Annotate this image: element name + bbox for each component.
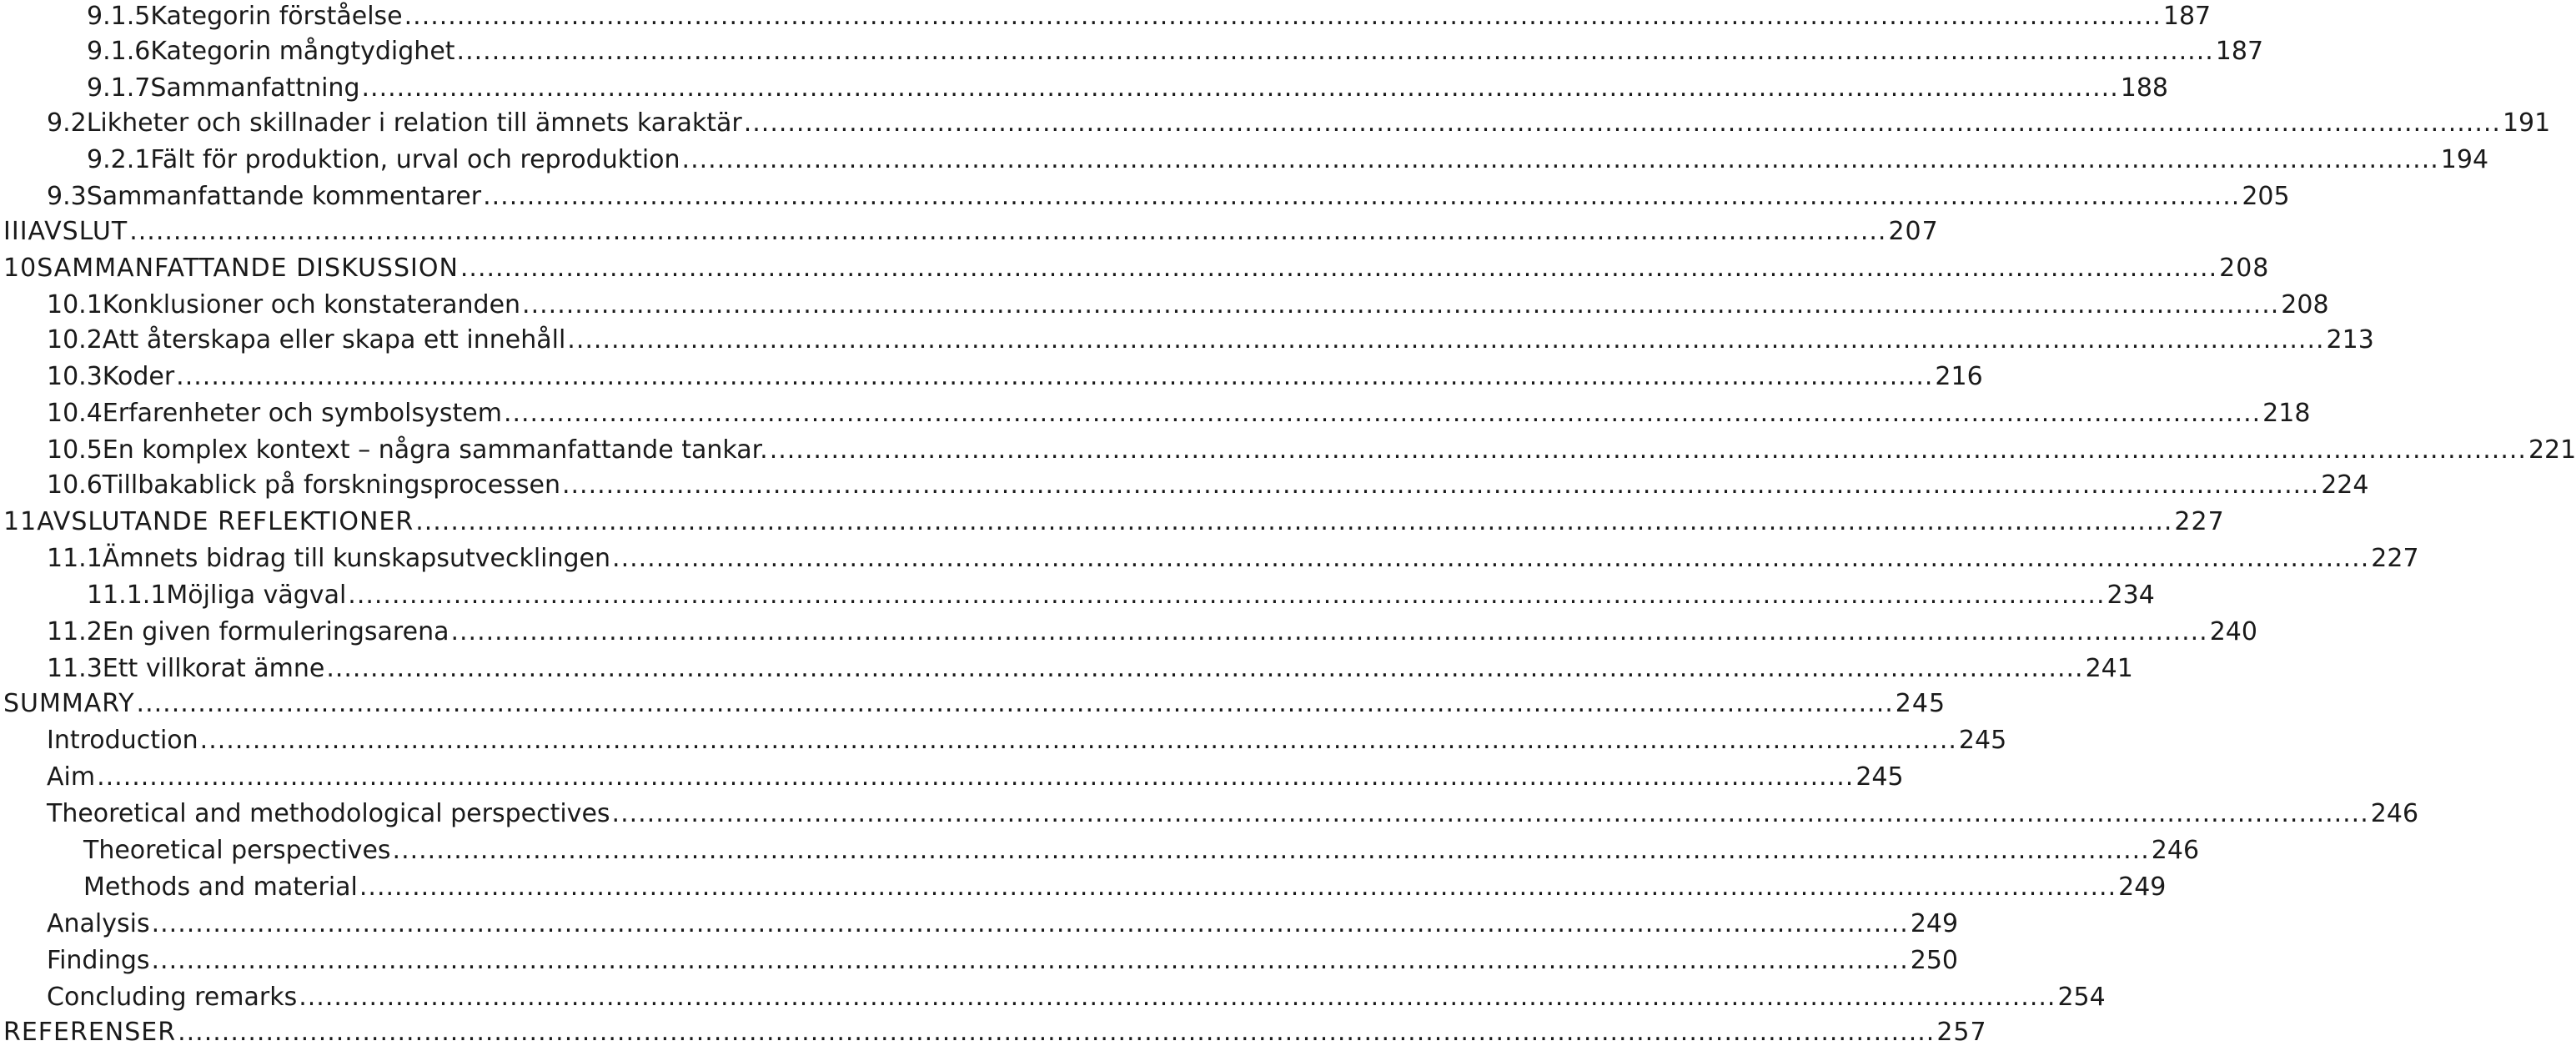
toc-number: 9.1.6 xyxy=(87,37,151,66)
toc-title: SUMMARY xyxy=(3,689,135,718)
toc-entry xyxy=(87,0,2212,33)
toc-page-number: 234 xyxy=(2106,581,2155,610)
toc-title: Ämnets bidrag till kunskapsutvecklingen xyxy=(102,544,611,573)
toc-page-number: 218 xyxy=(2262,399,2311,428)
toc-entry xyxy=(47,652,2133,686)
toc-entry xyxy=(3,687,1946,721)
toc-entry xyxy=(87,579,2155,612)
toc-page-number: 207 xyxy=(1888,217,1939,246)
toc-title: En given formuleringsarena xyxy=(102,617,449,646)
dot-leader xyxy=(152,944,1909,978)
toc-number: 9.1.5 xyxy=(87,2,151,31)
toc-entry xyxy=(87,143,2489,177)
toc-title: AVSLUTANDE REFLEKTIONER xyxy=(37,507,414,536)
toc-page-number: 205 xyxy=(2242,182,2290,211)
toc-entry xyxy=(47,761,1904,794)
dot-leader xyxy=(299,981,2056,1014)
toc-title: Kategorin mångtydighet xyxy=(150,37,455,66)
toc-number: 10.5 xyxy=(47,435,103,465)
dot-leader xyxy=(522,289,2279,322)
toc-title: Theoretical and methodological perspectives xyxy=(47,799,610,828)
toc-title: Tillbakablick på forskningsprocessen xyxy=(102,470,560,500)
toc-entry xyxy=(47,981,2106,1014)
toc-page-number: 250 xyxy=(1910,946,1958,975)
toc-title: Ett villkorat ämne xyxy=(102,654,325,683)
toc-number: 11.1.1 xyxy=(87,581,167,610)
toc-number: 11.2 xyxy=(47,617,103,646)
dot-leader xyxy=(612,797,2369,831)
toc-entry xyxy=(3,505,2225,539)
toc-page-number: 227 xyxy=(2371,544,2419,573)
toc-page-number: 194 xyxy=(2440,145,2489,174)
toc-title: Fält för produktion, urval och reproduktion xyxy=(150,145,680,174)
toc-number: 10.3 xyxy=(47,362,103,391)
toc-page-number: 246 xyxy=(2151,836,2200,865)
toc-page-number: 245 xyxy=(1895,689,1946,718)
toc-entry xyxy=(47,107,2551,140)
dot-leader xyxy=(137,687,1894,721)
dot-leader xyxy=(404,0,2162,33)
toc-entry xyxy=(47,908,1959,941)
toc-entry xyxy=(47,797,2419,831)
toc-number: 9.2.1 xyxy=(87,145,151,174)
dot-leader xyxy=(612,542,2369,576)
toc-page-number: 187 xyxy=(2215,37,2264,66)
dot-leader xyxy=(450,616,2207,649)
toc-title: En komplex kontext – några sammanfattande tankar. xyxy=(102,435,768,465)
toc-entry xyxy=(47,180,2290,214)
toc-number: 11.1 xyxy=(47,544,103,573)
toc-title: Likheter och skillnader i relation till ämnets karaktär xyxy=(86,108,742,138)
toc-page-number: 224 xyxy=(2321,470,2369,500)
dot-leader xyxy=(567,324,2324,357)
toc-title: Findings xyxy=(47,946,150,975)
toc-page-number: 221 xyxy=(2528,435,2576,465)
toc-title: Sammanfattande kommentarer xyxy=(86,182,482,211)
toc-entry xyxy=(3,252,2270,285)
dot-leader xyxy=(359,871,2117,904)
dot-leader xyxy=(483,180,2240,214)
toc-entry xyxy=(47,724,2007,757)
toc-title: Sammanfattning xyxy=(150,73,360,103)
toc-number: 10.6 xyxy=(47,470,103,500)
dot-leader xyxy=(97,761,1854,794)
toc-title: Konklusioner och konstateranden xyxy=(102,290,521,319)
toc-entry xyxy=(47,397,2311,430)
toc-page-number: 208 xyxy=(2219,254,2270,283)
dot-leader xyxy=(152,908,1909,941)
toc-number: III xyxy=(3,217,28,246)
toc-page-number: 227 xyxy=(2174,507,2225,536)
dot-leader xyxy=(200,724,1957,757)
dot-leader xyxy=(326,652,2083,686)
toc-page-number: 187 xyxy=(2162,2,2212,31)
toc-entry xyxy=(47,289,2329,322)
toc-page-number: 245 xyxy=(1958,726,2007,755)
toc-entry xyxy=(47,469,2369,502)
dot-leader xyxy=(129,215,1886,249)
dot-leader xyxy=(176,360,1933,394)
toc-page-number: 240 xyxy=(2209,617,2257,646)
toc-entry xyxy=(83,871,2167,904)
toc-entry xyxy=(47,944,1958,978)
toc-title: Introduction xyxy=(47,726,198,755)
toc-title: Methods and material xyxy=(83,872,358,902)
toc-entry xyxy=(83,834,2200,867)
dot-leader xyxy=(348,579,2105,612)
toc-page-number: 191 xyxy=(2502,108,2551,138)
toc-title: REFERENSER xyxy=(3,1018,177,1047)
dot-leader xyxy=(415,505,2172,539)
toc-number: 9.2 xyxy=(47,108,87,138)
toc-title: Koder xyxy=(102,362,175,391)
toc-title: Kategorin förståelse xyxy=(150,2,403,31)
dot-leader xyxy=(744,107,2501,140)
dot-leader xyxy=(393,834,2150,867)
toc-entry xyxy=(47,434,2576,467)
toc-number: 9.3 xyxy=(47,182,87,211)
toc-title: Analysis xyxy=(47,909,150,938)
toc-entry xyxy=(87,72,2168,105)
toc-entry xyxy=(47,616,2257,649)
dot-leader xyxy=(178,1016,1935,1049)
dot-leader xyxy=(562,469,2319,502)
dot-leader xyxy=(504,397,2261,430)
toc-page-number: 216 xyxy=(1935,362,1983,391)
toc-title: Theoretical perspectives xyxy=(83,836,391,865)
toc-number: 10.4 xyxy=(47,399,103,428)
toc-number: 11 xyxy=(3,507,38,536)
toc-entry xyxy=(47,360,1983,394)
toc-entry xyxy=(3,1016,1987,1049)
dot-leader xyxy=(682,143,2439,177)
toc-page-number: 249 xyxy=(2118,872,2167,902)
toc-entry xyxy=(47,324,2374,357)
toc-page-number: 245 xyxy=(1855,762,1904,792)
toc-title: Möjliga vägval xyxy=(166,581,347,610)
toc-title: Concluding remarks xyxy=(47,983,298,1012)
toc-title: SAMMANFATTANDE DISKUSSION xyxy=(37,254,459,283)
dot-leader xyxy=(362,72,2119,105)
toc-page-number: 241 xyxy=(2085,654,2133,683)
toc-page-number: 254 xyxy=(2057,983,2106,1012)
dot-leader xyxy=(457,35,2214,68)
toc-number: 9.1.7 xyxy=(87,73,151,103)
toc-number: 10.1 xyxy=(47,290,103,319)
toc-number: 11.3 xyxy=(47,654,103,683)
toc-entry xyxy=(47,542,2419,576)
toc-page-number: 188 xyxy=(2120,73,2168,103)
toc-page-number: 213 xyxy=(2326,325,2374,355)
toc-title: Erfarenheter och symbolsystem xyxy=(102,399,502,428)
toc-page-number: 246 xyxy=(2370,799,2419,828)
toc-title: Att återskapa eller skapa ett innehåll xyxy=(102,325,566,355)
dot-leader xyxy=(770,434,2527,467)
toc-page-number: 249 xyxy=(1910,909,1959,938)
toc-page-number: 208 xyxy=(2281,290,2329,319)
toc-entry xyxy=(87,35,2264,68)
toc-title: AVSLUT xyxy=(28,217,128,246)
toc-entry xyxy=(3,215,1939,249)
toc-page-number: 257 xyxy=(1936,1018,1987,1047)
toc-title: Aim xyxy=(47,762,96,792)
toc-number: 10 xyxy=(3,254,38,283)
toc-number: 10.2 xyxy=(47,325,103,355)
dot-leader xyxy=(460,252,2217,285)
